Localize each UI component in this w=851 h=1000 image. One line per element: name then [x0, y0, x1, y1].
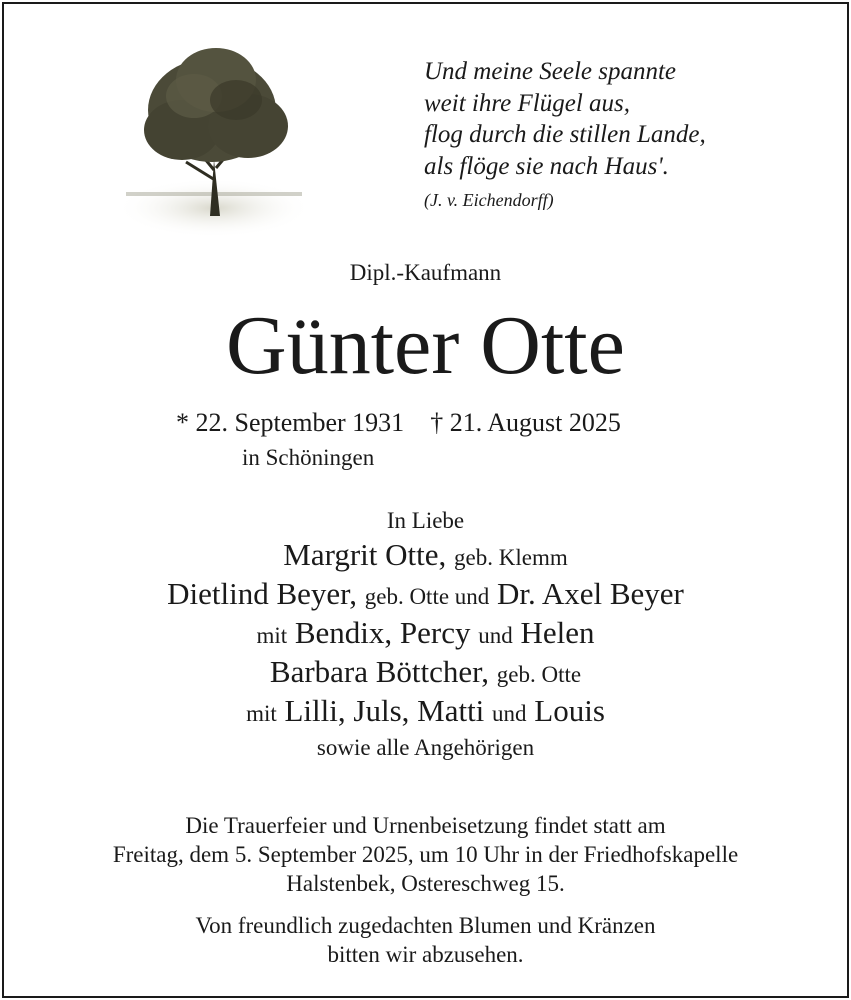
mourner-note: geb. Klemm [454, 545, 568, 570]
mourner-note: geb. Otte und [364, 584, 490, 609]
ceremony-line: Die Trauerfeier und Urnenbeisetzung findet statt am [185, 813, 666, 838]
mourner-note: geb. Otte [496, 662, 582, 687]
poem-author: (J. v. Eichendorff) [424, 190, 554, 210]
academic-title: Dipl.-Kaufmann [349, 260, 502, 285]
mourner-name: Helen [520, 615, 595, 650]
mourner-line [0, 614, 851, 655]
poem-line: als flöge sie nach Haus'. [424, 152, 669, 180]
mourner-line [0, 575, 851, 616]
death-date: † 21. August 2025 [430, 408, 621, 437]
mourner-note: mit [256, 623, 288, 648]
all-relatives: sowie alle Angehörigen [316, 735, 535, 760]
mourner-name: Bendix, Percy [294, 615, 471, 650]
poem-line: weit ihre Flügel aus, [424, 89, 630, 117]
mourner-line [0, 536, 851, 577]
poem-line: flog durch die stillen Lande, [424, 121, 706, 148]
flowers-line: Von freundlich zugedachten Blumen und Kränzen [195, 913, 656, 938]
mourner-name: Dr. Axel Beyer [497, 576, 684, 611]
birthplace: in Schöningen [242, 445, 375, 470]
ceremony-info [0, 811, 851, 898]
mourner-name: Dietlind Beyer, [167, 576, 357, 611]
mourner-name: Louis [534, 693, 605, 728]
ceremony-line: Halstenbek, Ostereschweg 15. [286, 871, 565, 896]
in-love-intro: In Liebe [386, 508, 465, 533]
flowers-note [0, 911, 851, 969]
ceremony-line: Freitag, dem 5. September 2025, um 10 Uhr in der Friedhofskapelle [112, 842, 739, 867]
poem-line: Und meine Seele spannte [424, 58, 677, 85]
mourner-note: mit [246, 701, 277, 726]
deceased-name: Günter Otte [226, 299, 625, 392]
poem [424, 56, 706, 182]
mourner-line [0, 692, 851, 733]
tree-image [116, 30, 312, 244]
mourner-note: und [478, 623, 513, 648]
mourner-name: Lilli, Juls, Matti [284, 693, 485, 728]
flowers-line: bitten wir abzusehen. [327, 942, 524, 967]
mourner-line [0, 653, 851, 694]
mourner-name: Margrit Otte, [283, 537, 447, 572]
birth-date: * 22. September 1931 [176, 408, 405, 437]
life-dates [176, 408, 621, 438]
mourner-name: Barbara Böttcher, [269, 654, 490, 689]
mourner-note: und [492, 701, 527, 726]
